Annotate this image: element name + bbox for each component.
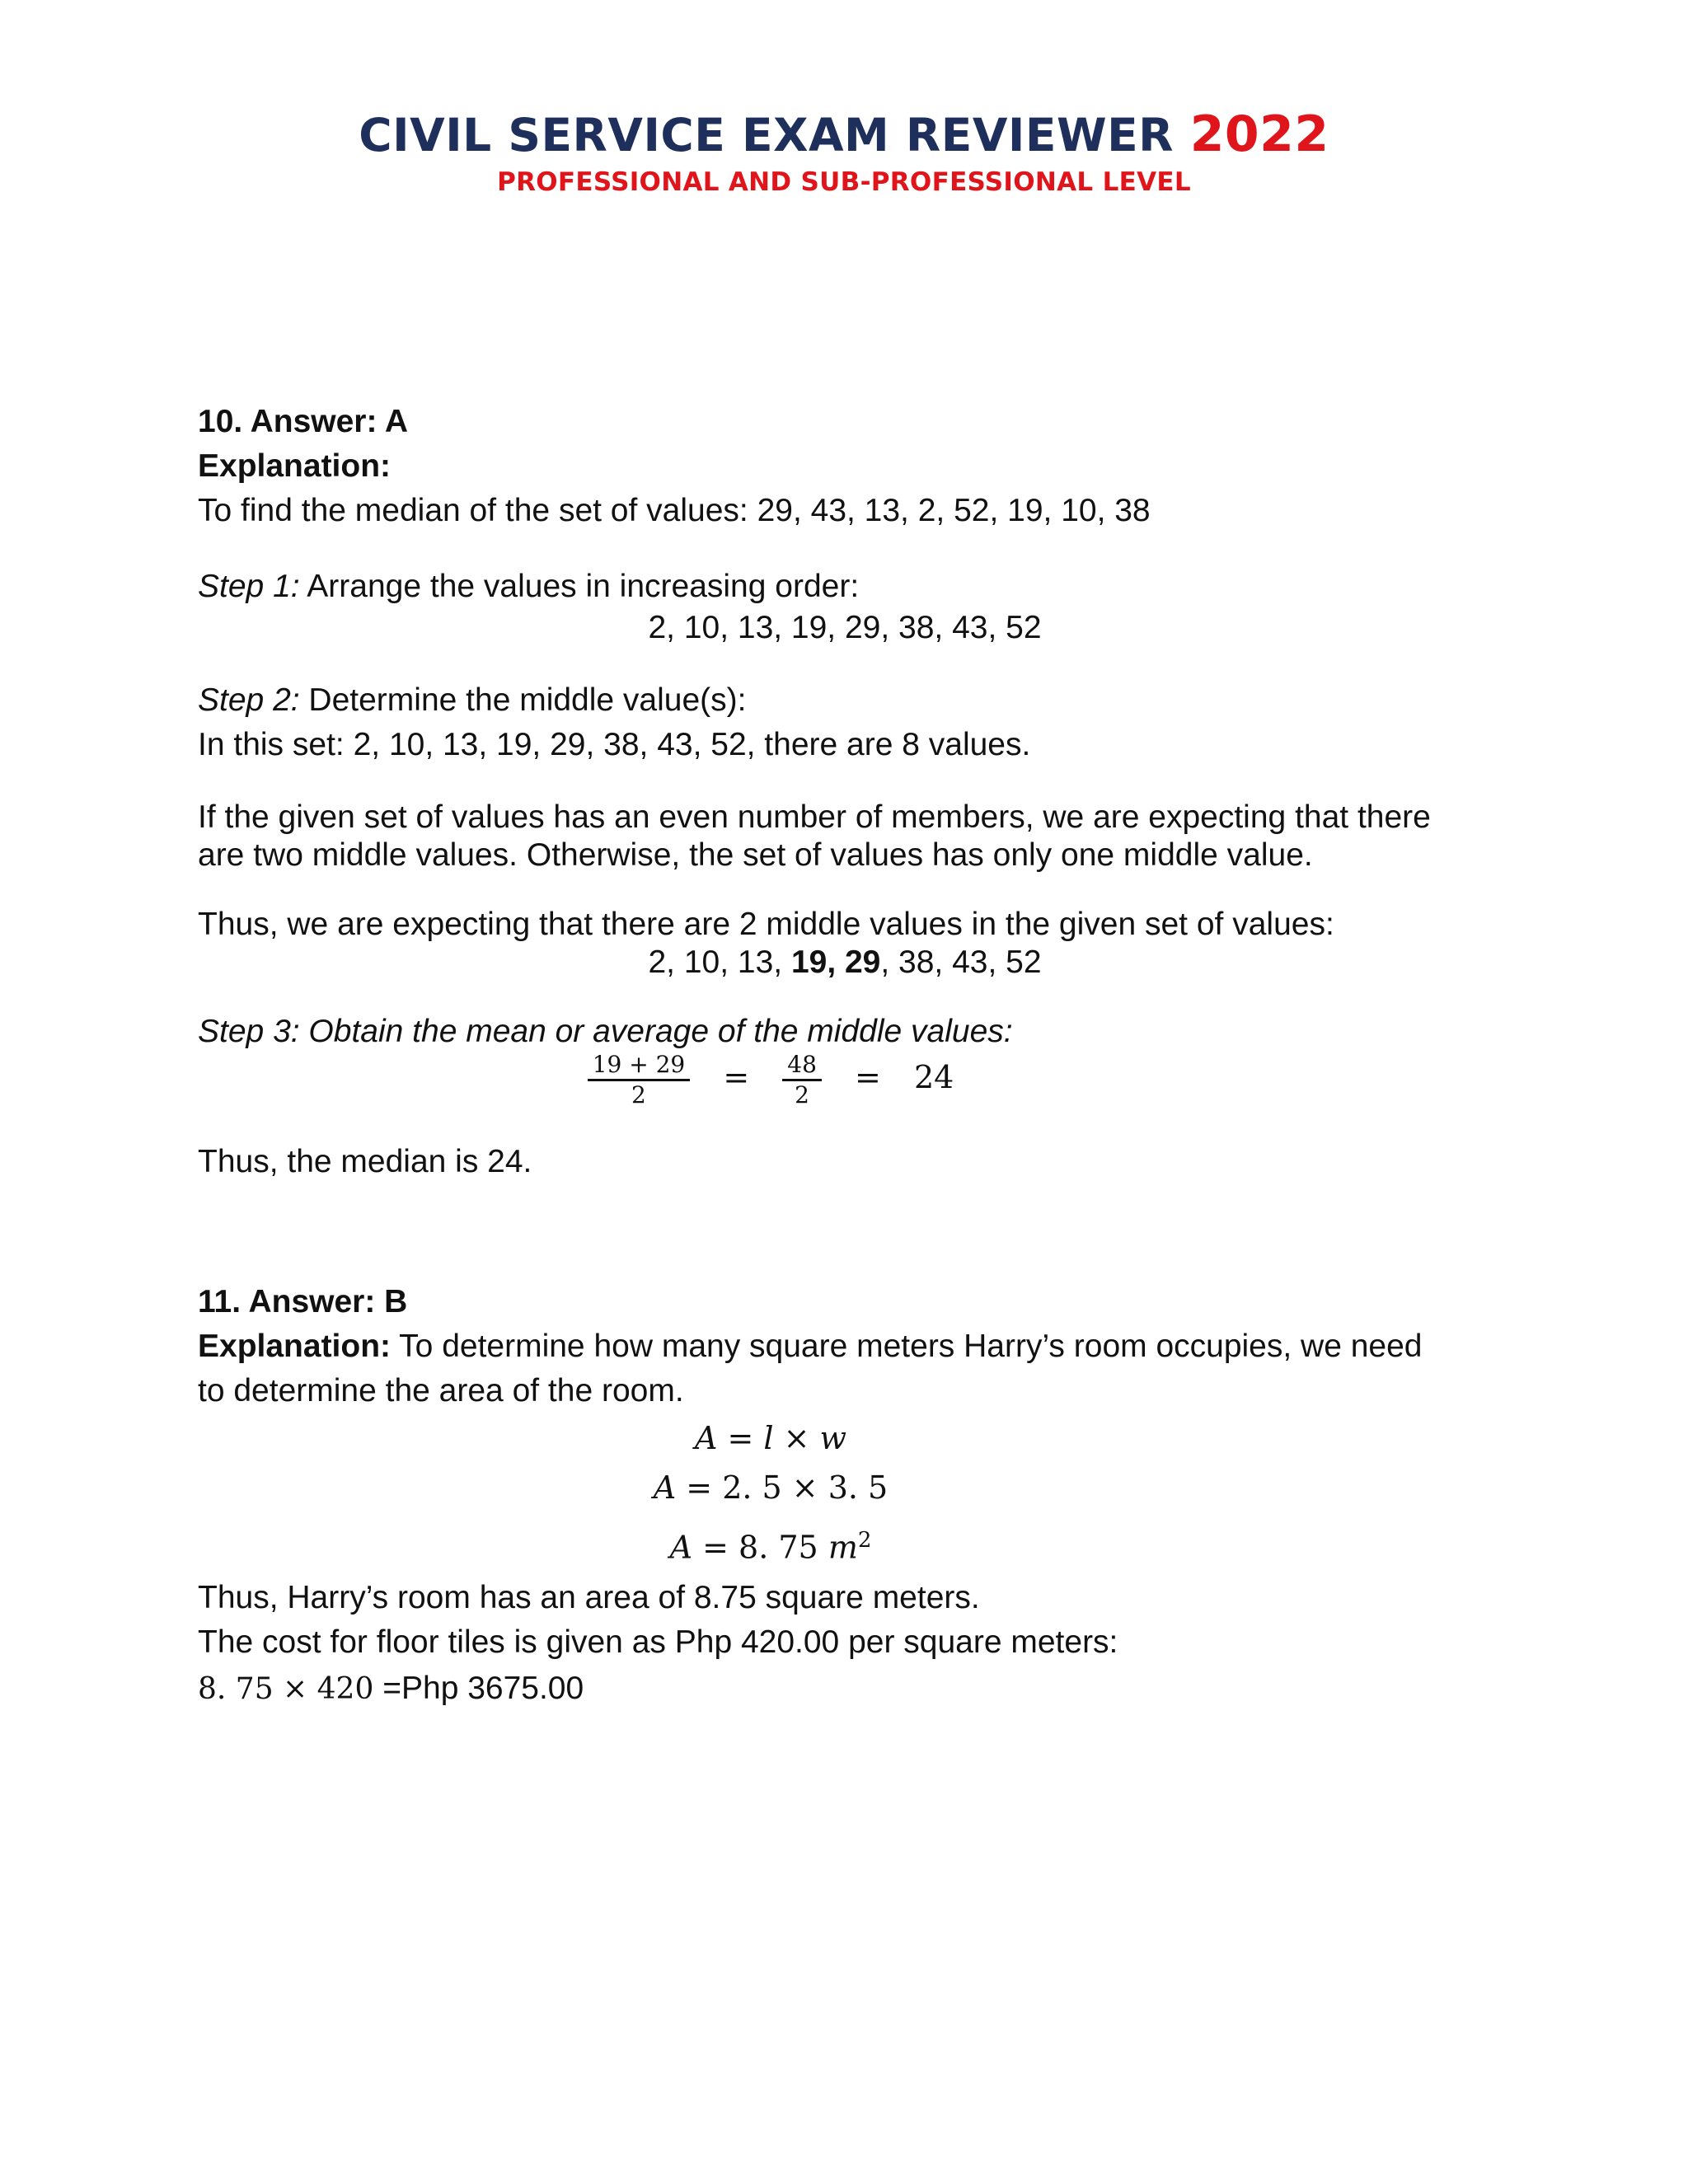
step2-text: Determine the middle value(s): [299, 682, 747, 718]
q10-even-paragraph [198, 799, 1492, 874]
equals-sign-1: = [723, 1059, 750, 1095]
q10-conclusion: Thus, the median is 24. [198, 1144, 532, 1179]
q10-section [198, 400, 1492, 1184]
step1-label: Step 1: [198, 569, 300, 604]
q11-answer: 11. Answer: B [198, 1284, 408, 1319]
q11-explanation-label: Explanation: [198, 1329, 392, 1364]
highlight-post: , 38, 43, 52 [880, 944, 1042, 980]
q11-explanation-text: To determine how many square meters Harry’s room occupies, we need [391, 1329, 1423, 1364]
q10-step3: Step 3: Obtain the mean or average of the middle values: [198, 1014, 1013, 1049]
q10-expect-line: Thus, we are expecting that there are 2 middle values in the given set of values: [198, 907, 1334, 942]
highlight-pre: 2, 10, 13, [648, 944, 791, 980]
area-substitution-rhs: 2. 5 × 3. 5 [722, 1469, 889, 1506]
mean-result: 24 [913, 1059, 954, 1095]
q10-step1 [198, 565, 1492, 609]
q10-mean-equation [49, 1051, 1492, 1108]
even-para-line-1: If the given set of values has an even number of members, we are expecting that there [198, 799, 1431, 835]
q10-count-line: In this set: 2, 10, 13, 19, 29, 38, 43, 52, there are 8 values. [198, 727, 1031, 762]
equals-sign-2: = [855, 1059, 881, 1095]
header-subtitle: PROFESSIONAL AND SUB-PROFESSIONAL LEVEL [497, 167, 1191, 197]
fraction-total-denominator: 2 [795, 1081, 809, 1108]
q11-explanation [198, 1324, 1492, 1369]
area-result-exponent: 2 [857, 1528, 872, 1553]
fraction-total-numerator: 48 [782, 1051, 822, 1081]
q11-cost-line: The cost for floor tiles is given as Php 420.00 per square meters: [198, 1624, 1118, 1660]
header-title [0, 105, 1688, 164]
area-result-value: 8. 75 [738, 1529, 818, 1566]
area-substitution-lhs: A = [653, 1469, 723, 1506]
fraction-sum-denominator: 2 [631, 1081, 646, 1108]
q10-answer: 10. Answer: A [198, 404, 409, 439]
q11-section [198, 1280, 1492, 1714]
calc-result: =Php 3675.00 [373, 1670, 584, 1706]
fraction-total [782, 1051, 822, 1109]
header-title-text: CIVIL SERVICE EXAM REVIEWER [359, 109, 1175, 162]
q11-explanation-text-2: to determine the area of the room. [198, 1373, 684, 1408]
even-para-line-2: are two middle values. Otherwise, the set of values has only one middle value. [198, 837, 1313, 873]
area-formula: A = l × w [694, 1420, 847, 1456]
area-substitution [49, 1463, 1492, 1512]
q10-step2 [198, 678, 1492, 723]
step1-text: Arrange the values in increasing order: [299, 569, 860, 604]
q10-intro: To find the median of the set of values: 29, 43, 13, 2, 52, 19, 10, 38 [198, 493, 1151, 528]
highlight-middle: 19, 29 [790, 944, 881, 980]
q10-explanation-label: Explanation: [198, 448, 392, 484]
area-result [49, 1512, 1492, 1576]
header-year: 2022 [1189, 105, 1329, 163]
q11-area-line: Thus, Harry’s room has an area of 8.75 square meters. [198, 1579, 980, 1615]
q10-highlighted-values [198, 944, 1492, 982]
q10-sorted-values: 2, 10, 13, 19, 29, 38, 43, 52 [648, 610, 1042, 645]
area-result-lhs: A = [669, 1529, 739, 1566]
step2-label: Step 2: [198, 682, 300, 718]
calc-expression: 8. 75 × 420 [198, 1671, 374, 1706]
fraction-sum-numerator: 19 + 29 [588, 1051, 691, 1081]
document-header [0, 105, 1688, 200]
q11-calculation [198, 1665, 1492, 1714]
fraction-sum [588, 1051, 691, 1109]
area-result-unit: m [818, 1529, 858, 1566]
page-body [198, 400, 1492, 1714]
